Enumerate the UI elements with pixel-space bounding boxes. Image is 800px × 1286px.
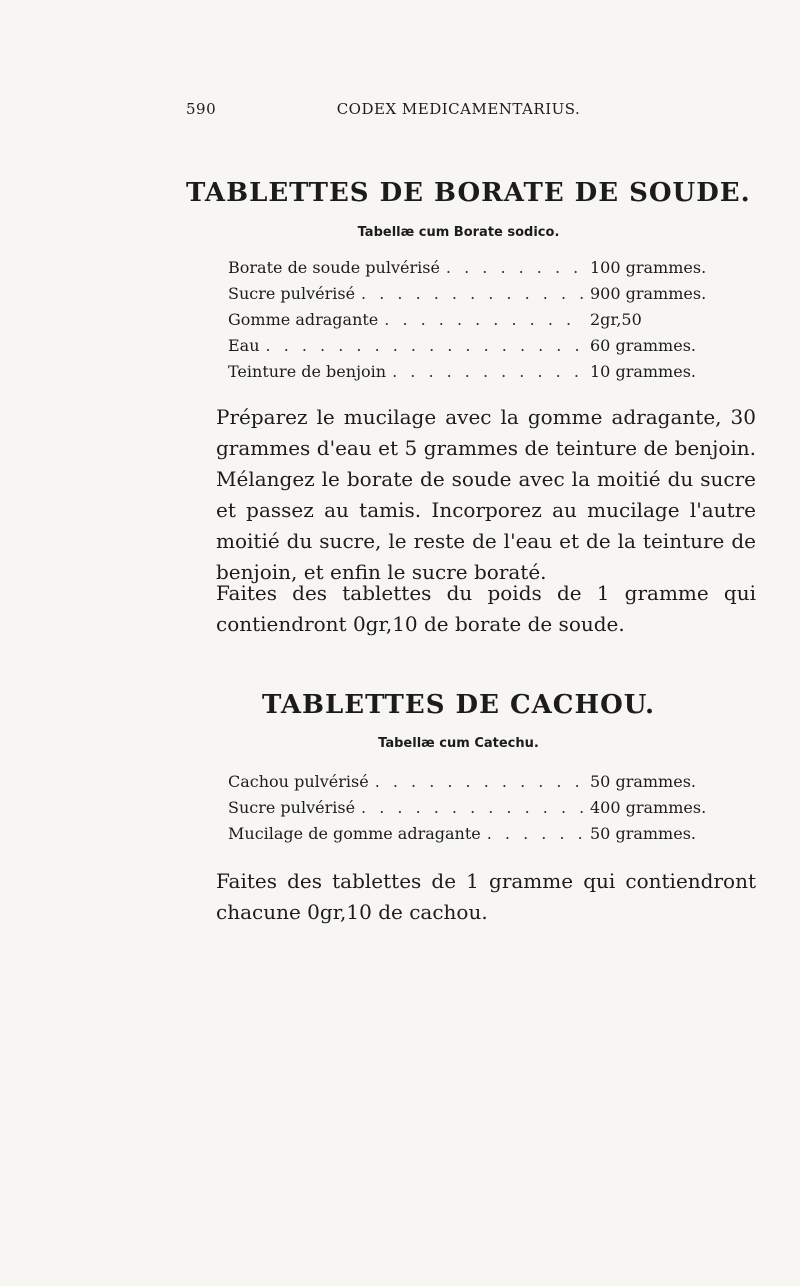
ingredient-name: Gomme adragante	[228, 310, 379, 329]
ingredient-name: Cachou pulvérisé	[228, 772, 369, 791]
ingredient-name: Mucilage de gomme adragante	[228, 824, 481, 843]
ingredient-quantity: 2gr,50	[590, 310, 642, 329]
instructions-paragraph-borate-2: Faites des tablettes du poids de 1 gramme qui contiendront 0gr,10 de borate de soude.	[216, 581, 756, 636]
dot-leaders	[487, 824, 584, 843]
dot-leaders	[361, 284, 584, 303]
dot-leaders	[446, 258, 584, 277]
section-title-borate: TABLETTES DE BORATE DE SOUDE.	[186, 178, 751, 208]
page-number: 590	[186, 100, 217, 118]
ingredient-quantity: 10 grammes.	[590, 362, 696, 381]
section-subtitle-borate: Tabellæ cum Borate sodico.	[357, 225, 560, 240]
dot-leaders	[375, 772, 584, 791]
dot-leaders	[384, 310, 584, 329]
section-subtitle-cachou: Tabellæ cum Catechu.	[378, 736, 539, 751]
ingredient-name: Teinture de benjoin	[228, 362, 387, 381]
running-title: CODEX MEDICAMENTARIUS.	[336, 100, 581, 118]
ingredient-quantity: 100 grammes.	[590, 258, 707, 277]
ingredient-quantity: 400 grammes.	[590, 798, 707, 817]
running-head	[186, 100, 731, 124]
ingredient-quantity: 50 grammes.	[590, 824, 696, 843]
ingredient-row	[228, 284, 714, 310]
ingredient-name: Borate de soude pulvérisé	[228, 258, 440, 277]
dot-leaders	[266, 336, 584, 355]
instructions-paragraph-cachou: Faites des tablettes de 1 gramme qui contiendront chacune 0gr,10 de cachou.	[216, 869, 756, 924]
instructions-paragraph-borate: Préparez le mucilage avec la gomme adragante, 30 grammes d'eau et 5 grammes de teinture de benjoin. Mélangez le borate de soude avec la moitié du sucre et passez au tamis. Incorporez au mucilage l'autre moitié du sucre, le reste de l'eau et de la teinture de benjoin, et enfin le sucre boraté.	[216, 405, 756, 584]
ingredient-name: Sucre pulvérisé	[228, 284, 356, 303]
dot-leaders	[392, 362, 584, 381]
ingredient-row	[228, 824, 714, 850]
ingredient-quantity: 900 grammes.	[590, 284, 707, 303]
ingredient-quantity: 50 grammes.	[590, 772, 696, 791]
ingredient-list-cachou	[228, 772, 714, 850]
ingredient-quantity: 60 grammes.	[590, 336, 696, 355]
dot-leaders	[361, 798, 584, 817]
ingredient-row	[228, 772, 714, 798]
ingredient-name: Eau	[228, 336, 260, 355]
ingredient-row	[228, 258, 714, 284]
ingredient-row	[228, 362, 714, 388]
ingredient-row	[228, 310, 714, 336]
ingredient-name: Sucre pulvérisé	[228, 798, 356, 817]
ingredient-row	[228, 798, 714, 824]
ingredient-list-borate	[228, 258, 714, 388]
ingredient-row	[228, 336, 714, 362]
section-title-cachou: TABLETTES DE CACHOU.	[261, 690, 656, 720]
